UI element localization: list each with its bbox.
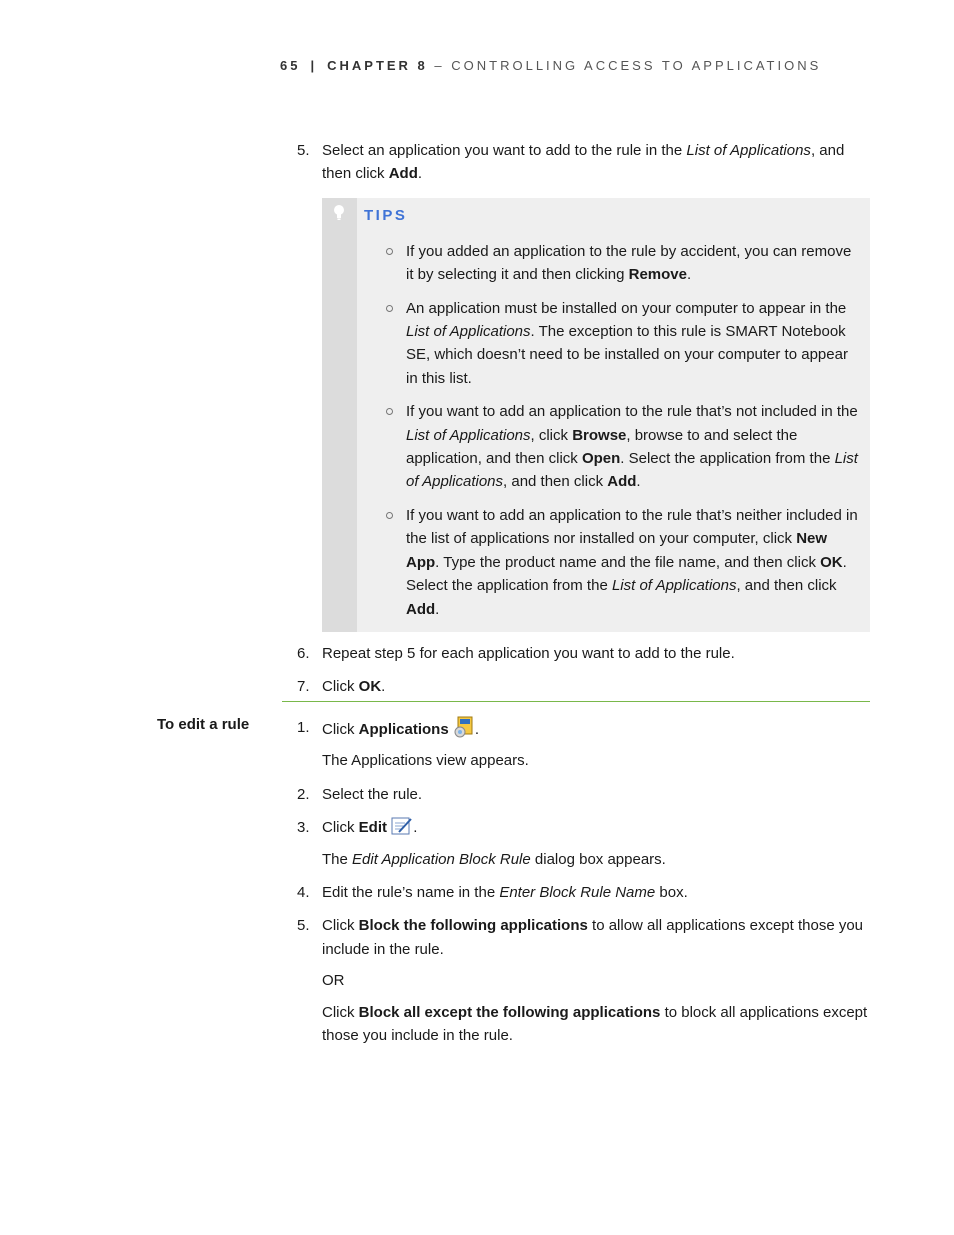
tip-item: If you want to add an application to the rule that’s not included in the List of Applications, click Browse, browse to and select the application, and then click Open. Select the application from the List of Applications, and then click Add. [406, 400, 862, 494]
header-separator: | [310, 58, 318, 73]
step-text: Repeat step 5 for each application you want to add to the rule. [322, 644, 735, 662]
bullet-icon [386, 512, 393, 519]
section-label: To edit a rule [157, 716, 250, 733]
tip-item: If you want to add an application to the rule that’s neither included in the list of applications nor installed on your computer, click New App. Type the product name and the file name, and then click OK. Select the application from the List of Applications, and then click Add. [406, 504, 862, 621]
section-divider [282, 701, 870, 702]
bullet-icon [386, 408, 393, 415]
tip-item: If you added an application to the rule by accident, you can remove it by selecting it and then clicking Remove. [406, 240, 862, 287]
edit-rule-steps [280, 716, 870, 1057]
page-header [280, 58, 821, 73]
steps-continued [280, 139, 870, 709]
edit-step-1: 1. Click Applications . The Applications view appears. [280, 716, 870, 773]
tip-item: An application must be installed on your computer to appear in the List of Applications. The exception to this rule is SMART Notebook SE, which doesn’t need to be installed on your computer to appear in this list. [406, 297, 862, 391]
tips-sidebar [322, 198, 357, 632]
lightbulb-icon [332, 204, 346, 222]
step-text: Select an application you want to add to the rule in the [322, 142, 687, 159]
step-number: 2. [297, 785, 310, 803]
edit-icon [391, 816, 413, 836]
step-6 [280, 642, 870, 665]
step-text: . [417, 165, 423, 183]
edit-step-4: 4. Edit the rule’s name in the Enter Block Rule Name box. [280, 881, 870, 904]
or-text: OR [322, 972, 345, 990]
applications-icon [453, 716, 475, 738]
step-text: Select the rule. [322, 785, 423, 803]
step-number: 4. [297, 884, 310, 902]
tips-list [406, 240, 862, 621]
step-5 [280, 139, 870, 186]
step-result: The Applications view appears. [322, 752, 529, 770]
step-number: 7. [297, 678, 310, 696]
step-number: 1. [297, 719, 310, 736]
step-number: 5. [297, 917, 310, 935]
edit-step-2 [280, 783, 870, 806]
edit-step-3: 3. Click Edit . The Edit Application Block Rule dialog box appears. [280, 816, 870, 871]
chapter-title: – CONTROLLING ACCESS TO APPLICATIONS [434, 58, 822, 73]
step-7: 7. Click OK. [280, 675, 870, 698]
step-bold: Add [388, 165, 418, 183]
step-italic: List of Applications [686, 142, 811, 159]
chapter-label: CHAPTER 8 [327, 58, 428, 73]
step-text: , and then click [322, 142, 845, 183]
step-number: 3. [297, 819, 310, 837]
step-number: 6. [297, 644, 310, 662]
tips-box [322, 198, 870, 632]
bullet-icon [386, 305, 393, 312]
bullet-icon [386, 248, 393, 255]
page-number: 65 [280, 58, 301, 73]
edit-step-5: 5. Click Block the following applications to allow all applications except those you include in the rule. OR Click Block all except the following applications to block all applications except those you include in the rule. [280, 914, 870, 1047]
step-number: 5. [297, 142, 310, 159]
tips-title: TIPS [364, 206, 408, 224]
